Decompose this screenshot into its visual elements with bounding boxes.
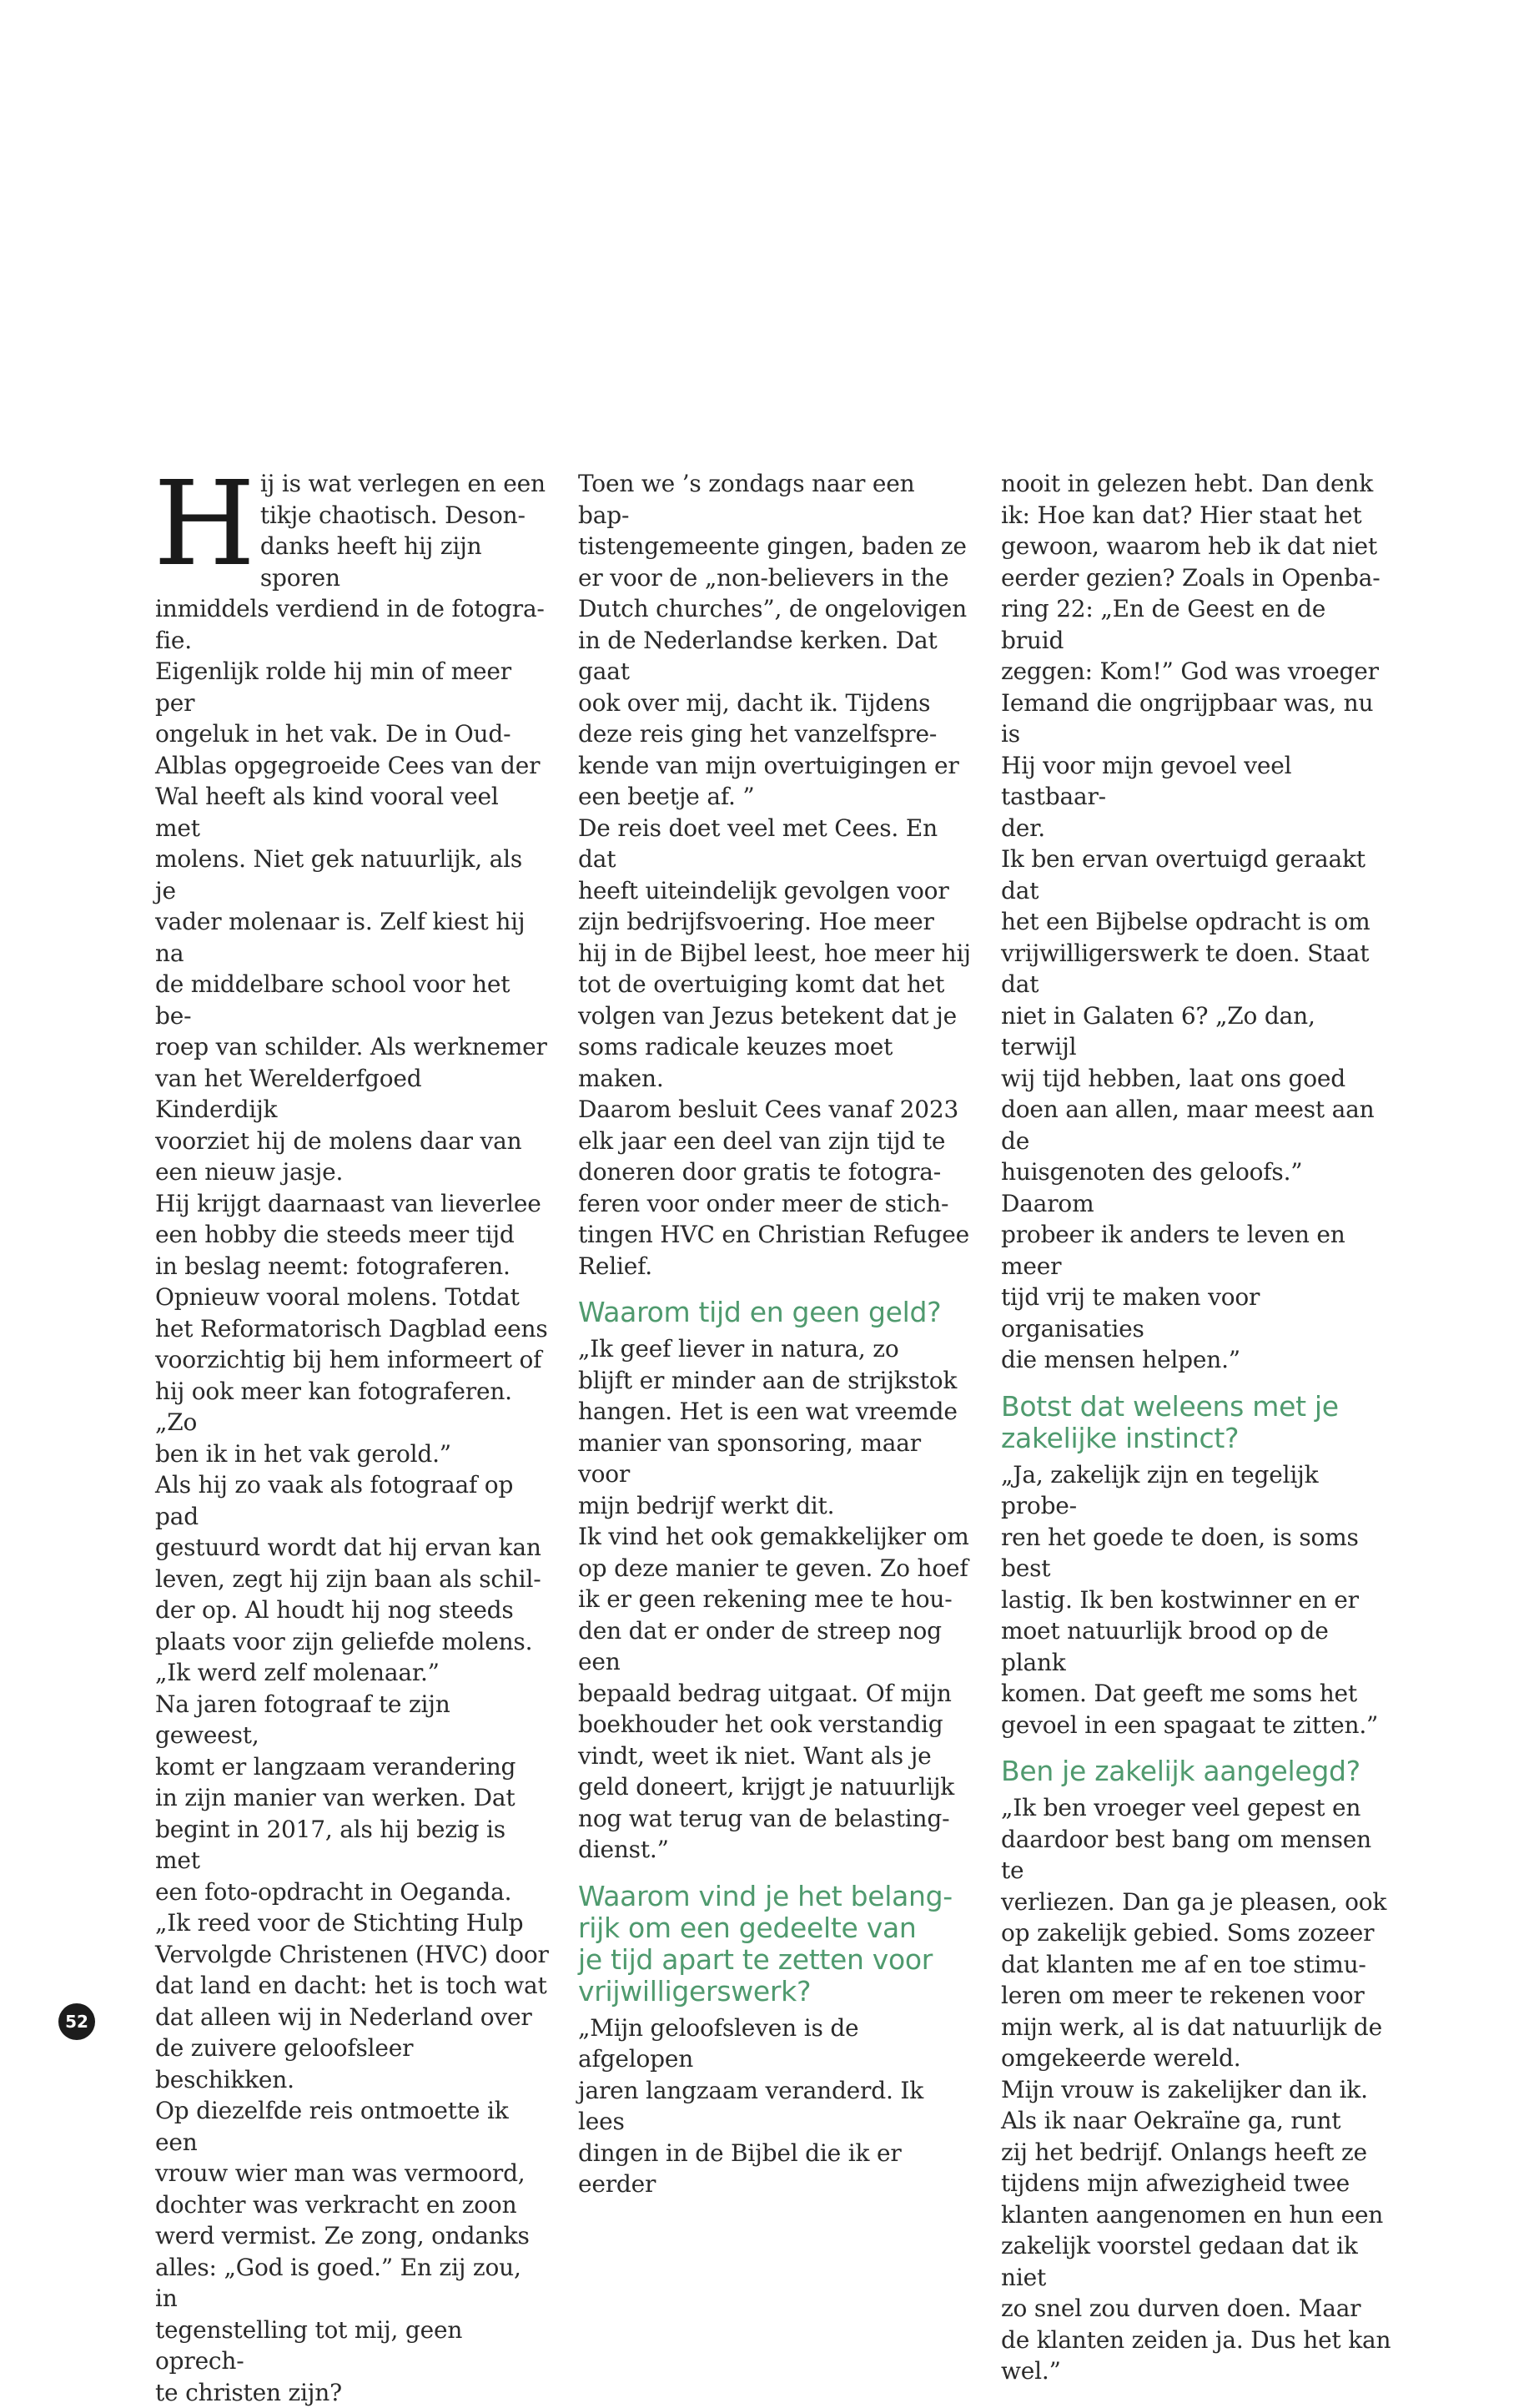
paragraph: Hij krijgt daarnaast van lieverlee een hobby die steeds meer tijd in beslag neemt: fotograferen. Opnieuw vooral molens. Totdat het Reformatorisch Dagblad eens voorzichtig bij hem informeert of hij ook meer kan fotograferen. „Zo ben ik in het vak gerold.” — [155, 1188, 549, 1470]
section-heading: Ben je zakelijk aangelegd? — [1001, 1756, 1395, 1787]
paragraph: Ik ben ervan overtuigd geraakt dat het een Bijbelse opdracht is om vrijwilligerswerk te doen. Staat dat niet in Galaten 6? „Zo dan, terwijl wij tijd hebben, laat ons goed doen aan allen, maar meest aan de huisgenoten des geloofs.” Daarom probeer ik anders te leven en meer tijd vrij te maken voor organisaties die mensen helpen.” — [1001, 844, 1395, 1376]
article-column-2 — [578, 468, 972, 2200]
section-heading: Waarom vind je het belang- rijk om een gedeelte van je tijd apart te zetten voor vrijwilligerswerk? — [578, 1881, 972, 2008]
intro-paragraph — [155, 468, 549, 656]
paragraph: nooit in gelezen hebt. Dan denk ik: Hoe kan dat? Hier staat het gewoon, waarom heb ik dat niet eerder gezien? Zoals in Openba- ring 22: „En de Geest en de bruid zeggen: Kom!” God was vroeger Iemand die ongrijpbaar was, nu is Hij voor mijn gevoel veel tastbaar- der. — [1001, 468, 1395, 844]
section-heading: Waarom tijd en geen geld? — [578, 1297, 972, 1328]
paragraph: „Ik ben vroeger veel gepest en daardoor best bang om mensen te verliezen. Dan ga je pleasen, ook op zakelijk gebied. Soms zozeer dat klanten me af en toe stimu- leren om meer te rekenen voor mijn werk, al is dat natuurlijk de omgekeerde wereld. — [1001, 1792, 1395, 2074]
article-column-1 — [155, 468, 549, 2408]
paragraph: „Ja, zakelijk zijn en tegelijk probe- ren het goede te doen, is soms best lastig. Ik ben kostwinner en er moet natuurlijk brood op de plank komen. Dat geeft me soms het gevoel in een spagaat te zitten.” — [1001, 1459, 1395, 1741]
intro-text: ij is wat verlegen en een tikje chaotisch. Deson- danks heeft hij zijn sporen inmiddels verdiend in de fotogra- fie. — [155, 470, 546, 654]
paragraph: „Mijn geloofsleven is de afgelopen jaren langzaam veranderd. Ik lees dingen in de Bijbel die ik er eerder — [578, 2013, 972, 2200]
drop-cap: H — [153, 478, 255, 572]
paragraph: Eigenlijk rolde hij min of meer per ongeluk in het vak. De in Oud- Alblas opgegroeide Cees van der Wal heeft als kind vooral veel met molens. Niet gek natuurlijk, als je vader molenaar is. Zelf kiest hij na de middelbare school voor het be- roep van schilder. Als werknemer van het Werelderfgoed Kinderdijk voorziet hij de molens daar van een nieuw jasje. — [155, 656, 549, 1188]
article-column-3 — [1001, 468, 1395, 2387]
paragraph: Toen we ’s zondags naar een bap- tistengemeente gingen, baden ze er voor de „non-believers in the Dutch churches”, de ongelovigen in de Nederlandse kerken. Dat gaat ook over mij, dacht ik. Tijdens deze reis ging het vanzelfspre- kende van mijn overtuigingen er een beetje af. ” — [578, 468, 972, 813]
paragraph: „Ik geef liever in natura, zo blijft er minder aan de strijkstok hangen. Het is een wat vreemde manier van sponsoring, maar voor mijn bedrijf werkt dit. — [578, 1333, 972, 1521]
paragraph: Mijn vrouw is zakelijker dan ik. Als ik naar Oekraïne ga, runt zij het bedrijf. Onlangs heeft ze tijdens mijn afwezigheid twee klanten aangenomen en hun een zakelijk voorstel gedaan dat ik niet zo snel zou durven doen. Maar de klanten zeiden ja. Dus het kan wel.” — [1001, 2074, 1395, 2387]
section-heading: Botst dat weleens met je zakelijke instinct? — [1001, 1391, 1395, 1454]
page-number-badge: 52 — [58, 2003, 95, 2040]
paragraph: De reis doet veel met Cees. En dat heeft uiteindelijk gevolgen voor zijn bedrijfsvoering. Hoe meer hij in de Bijbel leest, hoe meer hij tot de overtuiging komt dat het volgen van Jezus betekent dat je soms radicale keuzes moet maken. Daarom besluit Cees vanaf 2023 elk jaar een deel van zijn tijd te doneren door gratis te fotogra- feren voor onder meer de stich- tingen HVC en Christian Refugee Relief. — [578, 813, 972, 1282]
paragraph: Als hij zo vaak als fotograaf op pad gestuurd wordt dat hij ervan kan leven, zegt hij zijn baan als schil- der op. Al houdt hij nog steeds plaats voor zijn geliefde molens. „Ik werd zelf molenaar.” — [155, 1469, 549, 1689]
paragraph: Ik vind het ook gemakkelijker om op deze manier te geven. Zo hoef ik er geen rekening mee te hou- den dat er onder de streep nog een bepaald bedrag uitgaat. Of mijn boekhouder het ook verstandig vindt, weet ik niet. Want als je geld doneert, krijgt je natuurlijk nog wat terug van de belasting- dienst.” — [578, 1521, 972, 1866]
paragraph: Na jaren fotograaf te zijn geweest, komt er langzaam verandering in zijn manier van werken. Dat begint in 2017, als hij bezig is met een foto-opdracht in Oeganda. „Ik reed voor de Stichting Hulp Vervolgde Christenen (HVC) door dat land en dacht: het is toch wat dat alleen wij in Nederland over de zuivere geloofsleer beschikken. Op diezelfde reis ontmoette ik een vrouw wier man was vermoord, dochter was verkracht en zoon werd vermist. Ze zong, ondanks alles: „God is goed.” En zij zou, in tegenstelling tot mij, geen oprech- te christen zijn? — [155, 1689, 549, 2408]
